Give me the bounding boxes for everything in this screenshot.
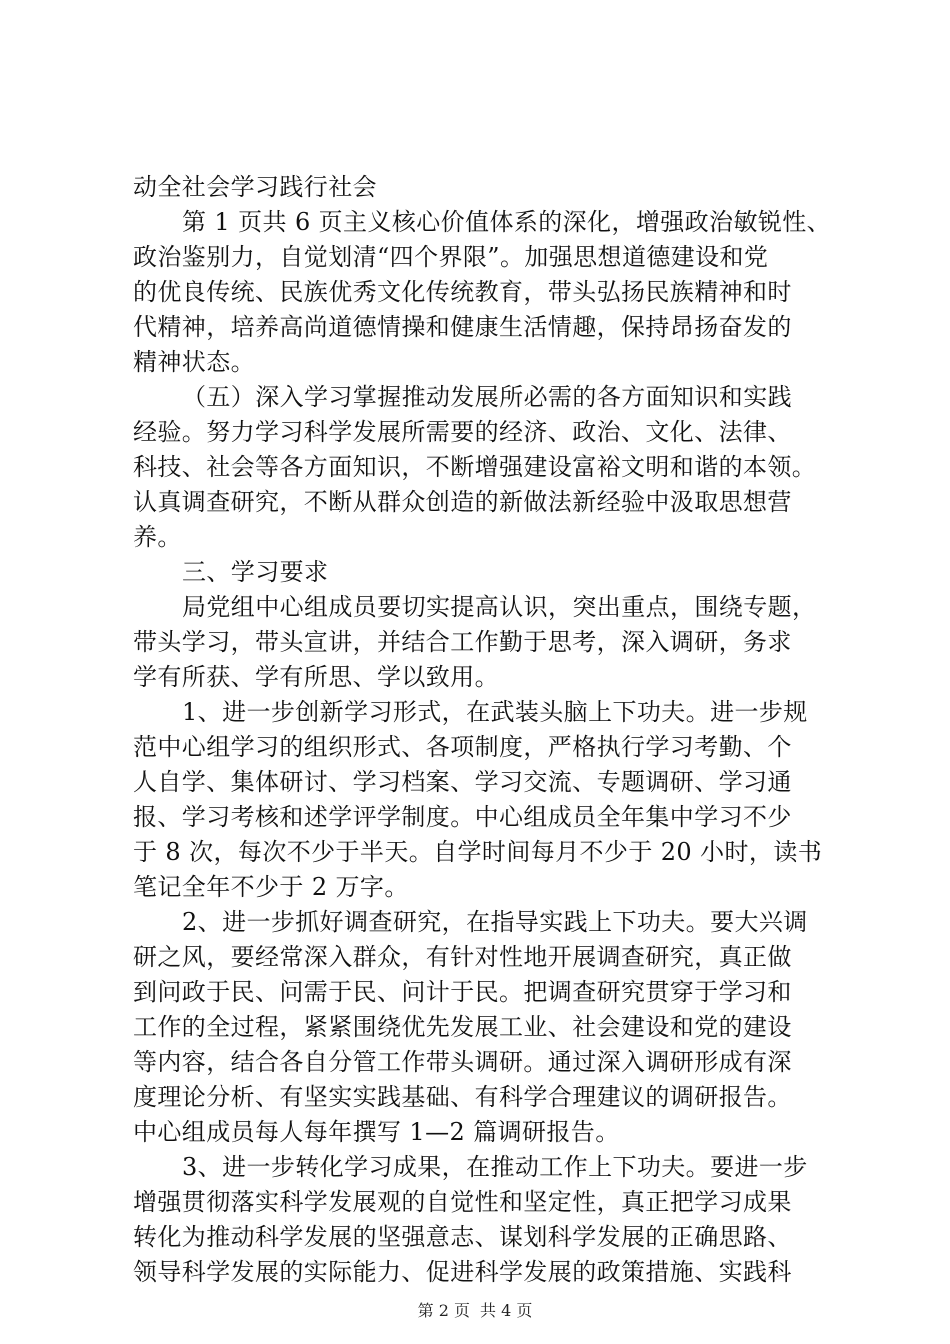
- text-line-29: 3、进一步转化学习成果，在推动工作上下功夫。要进一步: [182, 1153, 808, 1181]
- text-line-7: （五）深入学习掌握推动发展所必需的各方面知识和实践: [182, 383, 792, 411]
- footer-page-number: 第 2 页: [417, 1301, 470, 1320]
- text-line-20: 于 8 次，每次不少于半天。自学时间每月不少于 20 小时，读书: [133, 838, 823, 866]
- text-line-30: 增强贯彻落实科学发展观的自觉性和坚定性，真正把学习成果: [133, 1188, 792, 1216]
- text-line-17: 范中心组学习的组织形式、各项制度，严格执行学习考勤、个: [133, 733, 792, 761]
- text-line-25: 工作的全过程，紧紧围绕优先发展工业、社会建设和党的建设: [133, 1013, 792, 1041]
- text-line-32: 领导科学发展的实际能力、促进科学发展的政策措施、实践科: [133, 1258, 792, 1286]
- text-line-13: 局党组中心组成员要切实提高认识，突出重点，围绕专题，: [182, 593, 817, 621]
- text-line-9: 科技、社会等各方面知识，不断增强建设富裕文明和谐的本领。: [133, 453, 817, 481]
- text-line-21: 笔记全年不少于 2 万字。: [133, 873, 409, 901]
- text-line-15: 学有所获、学有所思、学以致用。: [133, 663, 499, 691]
- text-line-11: 养。: [133, 523, 182, 551]
- text-line-8: 经验。努力学习科学发展所需要的经济、政治、文化、法律、: [133, 418, 792, 446]
- text-line-4: 的优良传统、民族优秀文化传统教育，带头弘扬民族精神和时: [133, 278, 792, 306]
- text-line-16: 1、进一步创新学习形式，在武装头脑上下功夫。进一步规: [182, 698, 808, 726]
- text-line-6: 精神状态。: [133, 348, 255, 376]
- text-line-14: 带头学习，带头宣讲，并结合工作勤于思考，深入调研，务求: [133, 628, 792, 656]
- text-line-10: 认真调查研究，不断从群众创造的新做法新经验中汲取思想营: [133, 488, 792, 516]
- page-footer: [0, 1300, 950, 1322]
- section-heading: 三、学习要求: [182, 558, 329, 586]
- footer-page-total: 共 4 页: [480, 1301, 533, 1320]
- text-line-28: 中心组成员每人每年撰写 1—2 篇调研报告。: [133, 1118, 620, 1146]
- text-line-31: 转化为推动科学发展的坚强意志、谋划科学发展的正确思路、: [133, 1223, 792, 1251]
- text-line-5: 代精神，培养高尚道德情操和健康生活情趣，保持昂扬奋发的: [133, 313, 792, 341]
- text-line-1: 动全社会学习践行社会: [133, 173, 377, 201]
- text-line-23: 研之风，要经常深入群众，有针对性地开展调查研究，真正做: [133, 943, 792, 971]
- text-line-2: 第 1 页共 6 页主义核心价值体系的深化，增强政治敏锐性、: [182, 208, 832, 236]
- text-line-27: 度理论分析、有坚实实践基础、有科学合理建议的调研报告。: [133, 1083, 792, 1111]
- text-line-19: 报、学习考核和述学评学制度。中心组成员全年集中学习不少: [133, 803, 792, 831]
- text-line-22: 2、进一步抓好调查研究，在指导实践上下功夫。要大兴调: [182, 908, 808, 936]
- text-line-3: 政治鉴别力，自觉划清“四个界限”。加强思想道德建设和党: [133, 243, 769, 271]
- text-line-18: 人自学、集体研讨、学习档案、学习交流、专题调研、学习通: [133, 768, 792, 796]
- text-line-24: 到问政于民、问需于民、问计于民。把调查研究贯穿于学习和: [133, 978, 792, 1006]
- text-line-26: 等内容，结合各自分管工作带头调研。通过深入调研形成有深: [133, 1048, 792, 1076]
